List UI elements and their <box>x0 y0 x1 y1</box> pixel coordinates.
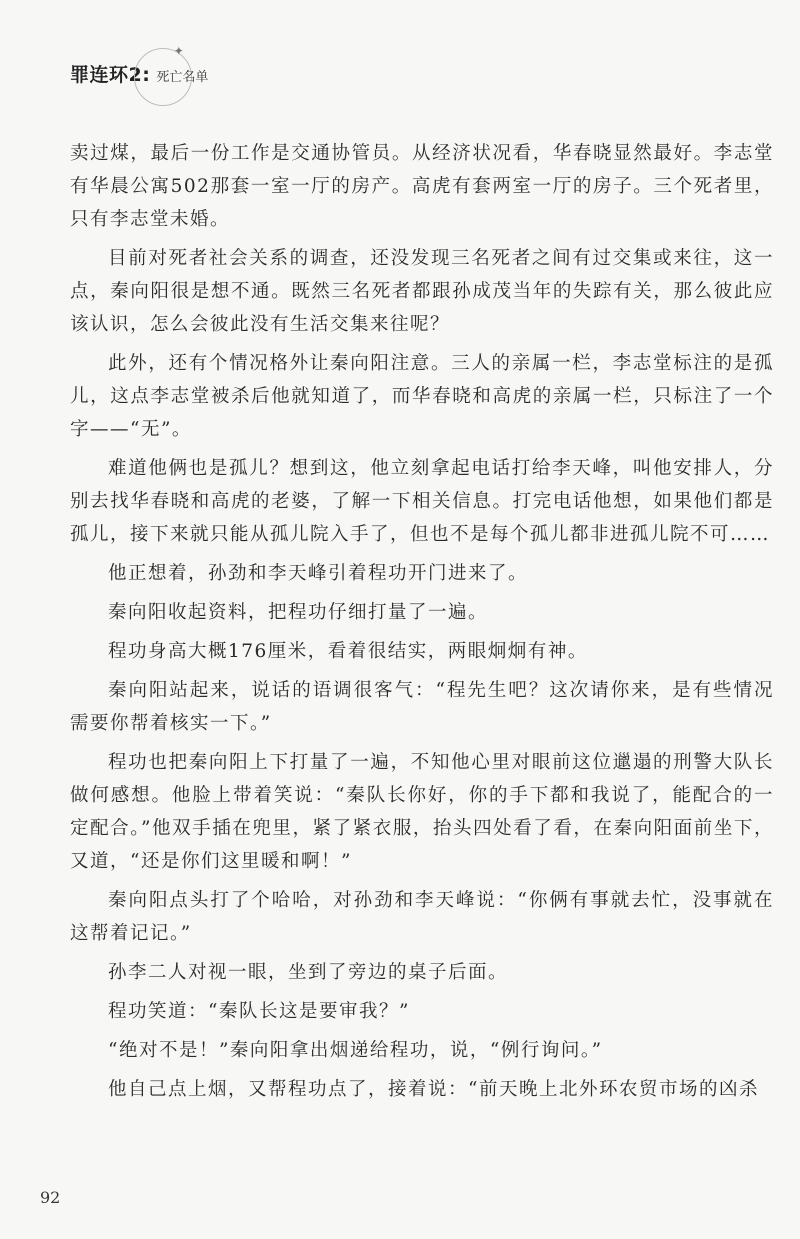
paragraph: 秦向阳点头打了个哈哈，对孙劲和李天峰说：“你俩有事就去忙，没事就在这帮着记记。” <box>70 890 774 944</box>
paragraph: 此外，还有个情况格外让秦向阳注意。三人的亲属一栏，李志堂标注的是孤儿，这点李志堂被杀后他就知道了，而华春晓和高虎的亲属一栏，只标注了一个字——“无”。 <box>70 353 774 440</box>
paragraph: 目前对死者社会关系的调查，还没发现三名死者之间有过交集或来往，这一点，秦向阳很是想不通。既然三名死者都跟孙成茂当年的失踪有关，那么彼此应该认识，怎么会彼此没有生活交集来往呢？ <box>70 248 774 335</box>
paragraph: 他自己点上烟，又帮程功点了，接着说：“前天晚上北外环农贸市场的凶杀 <box>108 1079 759 1100</box>
paragraph: 卖过煤，最后一份工作是交通协管员。从经济状况看，华春晓显然最好。李志堂有华晨公寓502那套一室一厅的房产。高虎有套两室一厅的房子。三个死者里，只有李志堂未婚。 <box>70 143 774 230</box>
paragraph: 秦向阳收起资料，把程功仔细打量了一遍。 <box>108 602 489 623</box>
book-subtitle: 死亡名单 <box>156 70 209 85</box>
star-icon: ✦ <box>173 44 185 58</box>
book-title: 罪连环2: <box>70 64 151 86</box>
paragraph: 他正想着，孙劲和李天峰引着程功开门进来了。 <box>108 563 529 584</box>
paragraph: 程功笑道：“秦队长这是要审我？” <box>108 1001 410 1022</box>
paragraph: 孙李二人对视一眼，坐到了旁边的桌子后面。 <box>108 962 509 983</box>
paragraph: 程功也把秦向阳上下打量了一遍，不知他心里对眼前这位邋遢的刑警大队长做何感想。他脸上带着笑说：“秦队长你好，你的手下都和我说了，能配合的一定配合。”他双手插在兜里，紧了紧衣服，抬头四处看了看，在秦向阳面前坐下，又道，“还是你们这里暖和啊！” <box>70 752 774 872</box>
running-header <box>70 44 209 91</box>
paragraph: 程功身高大概176厘米，看着很结实，两眼炯炯有神。 <box>108 641 588 662</box>
page-number: 92 <box>40 1188 61 1207</box>
paragraph: 难道他俩也是孤儿？想到这，他立刻拿起电话打给李天峰，叫他安排人，分别去找华春晓和高虎的老婆，了解一下相关信息。打完电话他想，如果他们都是孤儿，接下来就只能从孤儿院入手了，但也不是每个孤儿都非进孤儿院不可…… <box>70 458 774 545</box>
paragraph: 秦向阳站起来，说话的语调很客气：“程先生吧？这次请你来，是有些情况需要你帮着核实一下。” <box>70 680 774 734</box>
paragraph: “绝对不是！”秦向阳拿出烟递给程功，说，“例行询问。” <box>108 1040 603 1061</box>
body-text <box>70 137 774 1112</box>
